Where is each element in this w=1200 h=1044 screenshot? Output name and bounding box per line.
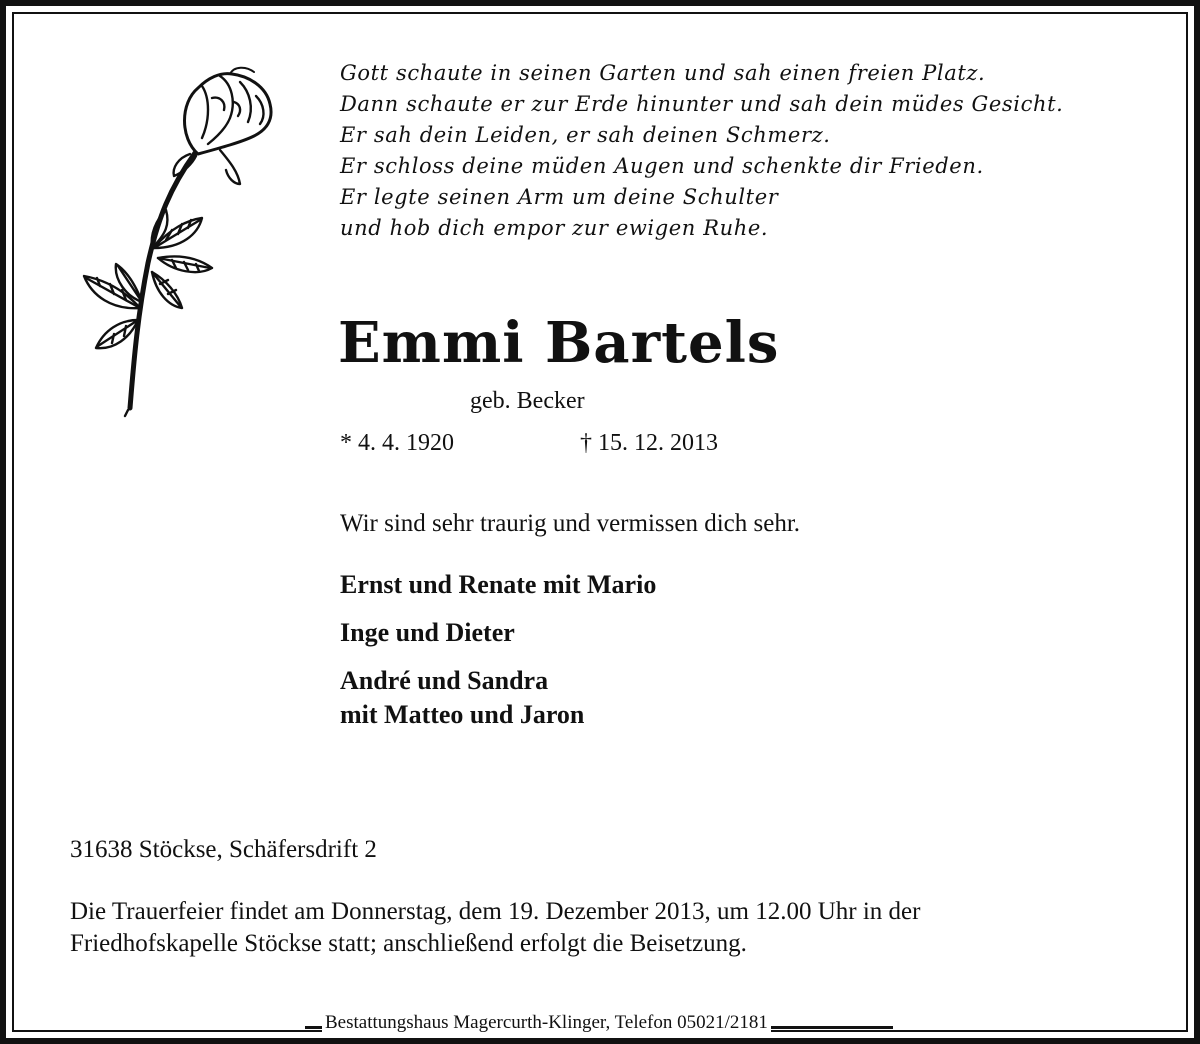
funeral-notice <box>70 896 1150 960</box>
poem <box>340 58 1160 244</box>
address: 31638 Stöckse, Schäfersdrift 2 <box>70 836 377 863</box>
mourner-group <box>340 568 656 602</box>
funeral-line: Die Trauerfeier findet am Donnerstag, dem 19. Dezember 2013, um 12.00 Uhr in der <box>70 898 921 925</box>
poem-line: und hob dich empor zur ewigen Ruhe. <box>340 216 769 240</box>
mourner-group <box>340 664 656 732</box>
maiden-name: geb. Becker <box>470 388 585 414</box>
poem-line: Gott schaute in seinen Garten und sah einen freien Platz. <box>340 61 986 85</box>
birth-date: * 4. 4. 1920 <box>340 430 454 456</box>
mourners-list <box>340 568 656 746</box>
poem-line: Dann schaute er zur Erde hinunter und sah dein müdes Gesicht. <box>340 92 1064 116</box>
poem-line: Er sah dein Leiden, er sah deinen Schmerz. <box>340 123 831 147</box>
poem-line: Er legte seinen Arm um deine Schulter <box>340 185 779 209</box>
funeral-home-credit: Bestattungshaus Magercurth-Klinger, Telefon 05021/2181 <box>322 1011 771 1035</box>
rose-icon <box>70 58 285 418</box>
farewell-message: Wir sind sehr traurig und vermissen dich sehr. <box>340 510 801 537</box>
mourner-line: Ernst und Renate mit Mario <box>340 570 657 599</box>
mourner-line: André und Sandra <box>340 666 549 695</box>
mourner-line: mit Matteo und Jaron <box>340 700 585 729</box>
deceased-name: Emmi Bartels <box>338 310 780 376</box>
poem-line: Er schloss deine müden Augen und schenkte dir Frieden. <box>340 154 984 178</box>
funeral-line: Friedhofskapelle Stöckse statt; anschließend erfolgt die Beisetzung. <box>70 930 747 957</box>
mourner-group <box>340 616 656 650</box>
death-date: † 15. 12. 2013 <box>580 430 718 456</box>
mourner-line: Inge und Dieter <box>340 618 515 647</box>
